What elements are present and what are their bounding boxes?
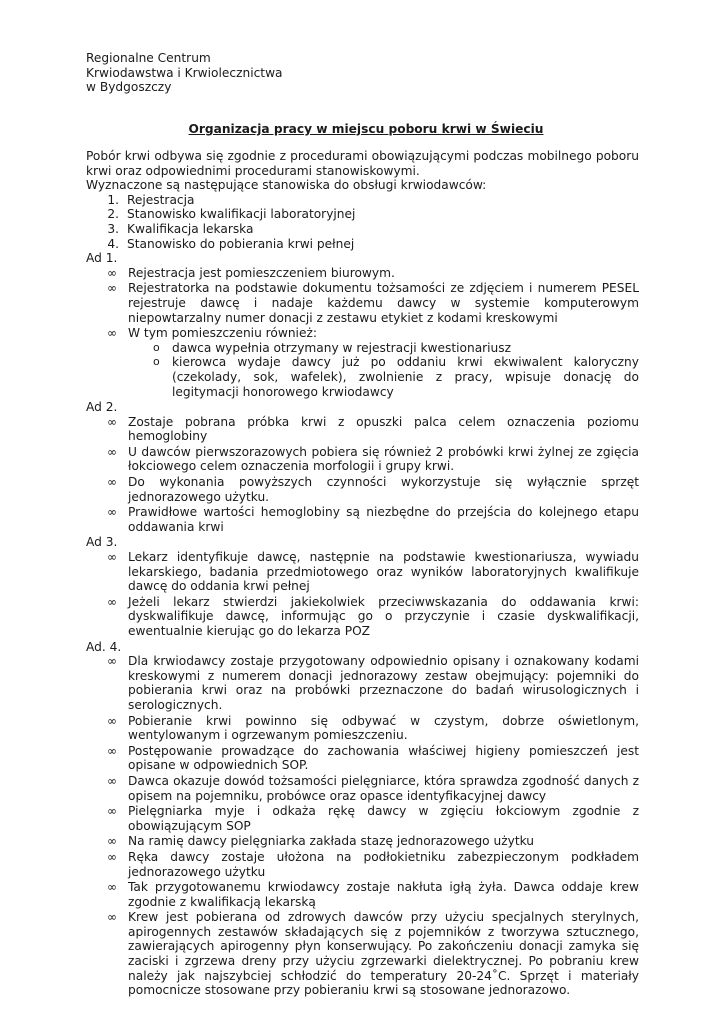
station-item: 3. Kwalifikacja lekarska [107, 221, 254, 236]
section-list [86, 550, 639, 639]
stations-list [86, 193, 639, 251]
circle-bullet-icon: o [153, 355, 160, 369]
list-item: ∞ Rejestratorka na podstawie dokumentu tożsamości ze zdjęciem i numerem PESEL rejestruje dawcę i nadaje każdemu dawcy w systemie komputerowym niepowtarzalny numer donacji z zestawu etykiet z kodami kreskowymi [107, 281, 639, 325]
list-item: ∞ Lekarz identyfikuje dawcę, następnie na podstawie kwestionariusza, wywiadu lekarskiego, badania przedmiotowego oraz wyników laboratoryjnych kwalifikuje dawcę do oddania krwi pełnej [107, 550, 639, 594]
bullet-icon: ∞ [107, 550, 117, 565]
list-item: ∞ Dla krwiodawcy zostaje przygotowany odpowiednio opisany i oznakowany kodami kreskowymi z numerem donacji jednorazowy zestaw obejmujący: pojemniki do pobierania krwi oraz na probówki przeznaczone do badań wirusologicznych i serologicznych. [107, 654, 639, 712]
list-item: ∞ Zostaje pobrana próbka krwi z opuszki palca celem oznaczenia poziomu hemoglobiny [107, 414, 639, 444]
intro-paragraph: Wyznaczone są następujące stanowiska do obsługi krwiodawców: [86, 178, 487, 193]
list-item: ∞ Rejestracja jest pomieszczeniem biurowym. [107, 265, 395, 280]
bullet-icon: ∞ [107, 880, 117, 895]
circle-bullet-icon: o [153, 340, 160, 354]
list-item: ∞ Krew jest pobierana od zdrowych dawców przy użyciu specjalnych sterylnych, apirogennych zestawów składających się z pojemników z tworzywa sztucznego, zawierających apirogenny płyn konserwujący. Po zakończeniu donacji zamyka się zaciski i zgrzewa dreny przy użyciu zgrzewarki dielektrycznej. Po pobraniu krew należy jak najszybciej schłodzić do temperatury 20-24˚C. Sprzęt i materiały pomocnicze stosowane przy pobieraniu krwi są stosowane jednorazowo. [107, 910, 639, 998]
bullet-icon: ∞ [107, 326, 117, 341]
list-item: ∞ Jeżeli lekarz stwierdzi jakiekolwiek przeciwwskazania do oddawania krwi: dyskwalifikuje dawcę, informując go o przyczynie i czasie dyskwalifikacji, ewentualnie kierując go do lekarza POZ [107, 594, 639, 638]
sub-list-item: o dawca wypełnia otrzymany w rejestracji kwestionariusz [153, 340, 512, 355]
section-list [86, 415, 639, 535]
document-title: Organizacja pracy w miejscu poboru krwi w Świeciu [188, 122, 544, 136]
bullet-icon: ∞ [107, 834, 117, 849]
bullet-icon: ∞ [107, 743, 117, 758]
header-line: Regionalne Centrum [86, 51, 211, 65]
section-label: Ad 1. [86, 251, 118, 266]
list-item: ∞ Pielęgniarka myje i odkaża rękę dawcy w zgięciu łokciowym zgodnie z obowiązującym SOP [107, 804, 639, 833]
bullet-icon: ∞ [107, 281, 117, 296]
list-item: ∞ Dawca okazuje dowód tożsamości pielęgniarce, która sprawdza zgodność danych z opisem na pojemniku, probówce oraz opasce identyfikacyjnej dawcy [107, 773, 639, 803]
list-item: ∞ W tym pomieszczeniu również: o dawca wypełnia otrzymany w rejestracji kwestionariusz o kierowca wydaje dawcy już po oddaniu krwi ekwiwalent kaloryczny (czekolady, sok, wafelek), zwolnienie z pracy, wpisuje donację do legitymacji honorowego krwiodawcy [107, 326, 639, 399]
bullet-icon: ∞ [107, 654, 117, 669]
station-item: 4. Stanowisko do pobierania krwi pełnej [107, 236, 355, 251]
intro-paragraph: Pobór krwi odbywa się zgodnie z procedurami obowiązującymi podczas mobilnego poboru krwi oraz odpowiednimi procedurami stanowiskowymi. [86, 149, 639, 178]
section-label: Ad 3. [86, 535, 118, 550]
section-list [86, 266, 639, 399]
bullet-icon: ∞ [107, 910, 117, 925]
bullet-icon: ∞ [107, 594, 117, 609]
document-body [86, 149, 639, 999]
station-item: 2. Stanowisko kwalifikacji laboratoryjnej [107, 207, 356, 222]
bullet-icon: ∞ [107, 475, 117, 490]
header-line: Krwiodawstwa i Krwiolecznictwa [86, 65, 283, 80]
bullet-icon: ∞ [107, 414, 117, 429]
bullet-icon: ∞ [107, 505, 117, 520]
bullet-icon: ∞ [107, 773, 117, 788]
list-item: ∞ Na ramię dawcy pielęgniarka zakłada stazę jednorazowego użytku [107, 834, 535, 849]
list-item: ∞ Ręka dawcy zostaje ułożona na podłokietniku zabezpieczonym podkładem jednorazowego użytku [107, 849, 639, 879]
bullet-icon: ∞ [107, 265, 117, 280]
section-label: Ad. 4. [86, 639, 122, 654]
bullet-icon: ∞ [107, 804, 117, 819]
sub-list [128, 341, 639, 399]
bullet-icon: ∞ [107, 444, 117, 459]
section-label: Ad 2. [86, 400, 118, 415]
list-item: ∞ Do wykonania powyższych czynności wykorzystuje się wyłącznie sprzęt jednorazowego użytku. [107, 475, 639, 504]
list-item: ∞ Tak przygotowanemu krwiodawcy zostaje nakłuta igłą żyła. Dawca oddaje krew zgodnie z kwalifikacją lekarską [107, 880, 639, 909]
list-item: ∞ Prawidłowe wartości hemoglobiny są niezbędne do przejścia do kolejnego etapu oddawania krwi [107, 505, 639, 534]
list-item: ∞ Postępowanie prowadzące do zachowania właściwej higieny pomieszczeń jest opisane w odpowiednich SOP. [107, 743, 639, 773]
list-item: ∞ Pobieranie krwi powinno się odbywać w czystym, dobrze oświetlonym, wentylowanym i ogrzewanym pomieszczeniu. [107, 713, 639, 743]
institution-header [86, 51, 283, 95]
station-item: 1. Rejestracja [107, 192, 195, 207]
sub-list-item: o kierowca wydaje dawcy już po oddaniu krwi ekwiwalent kaloryczny (czekolady, sok, wafelek), zwolnienie z pracy, wpisuje donację do legitymacji honorowego krwiodawcy [153, 355, 639, 399]
header-line: w Bydgoszczy [86, 80, 172, 95]
bullet-icon: ∞ [107, 713, 117, 728]
bullet-icon: ∞ [107, 849, 117, 864]
list-item: ∞ U dawców pierwszorazowych pobiera się również 2 probówki krwi żylnej ze zgięcia łokciowego celem oznaczenia morfologii i grupy krwi. [107, 444, 639, 474]
section-list [86, 654, 639, 998]
